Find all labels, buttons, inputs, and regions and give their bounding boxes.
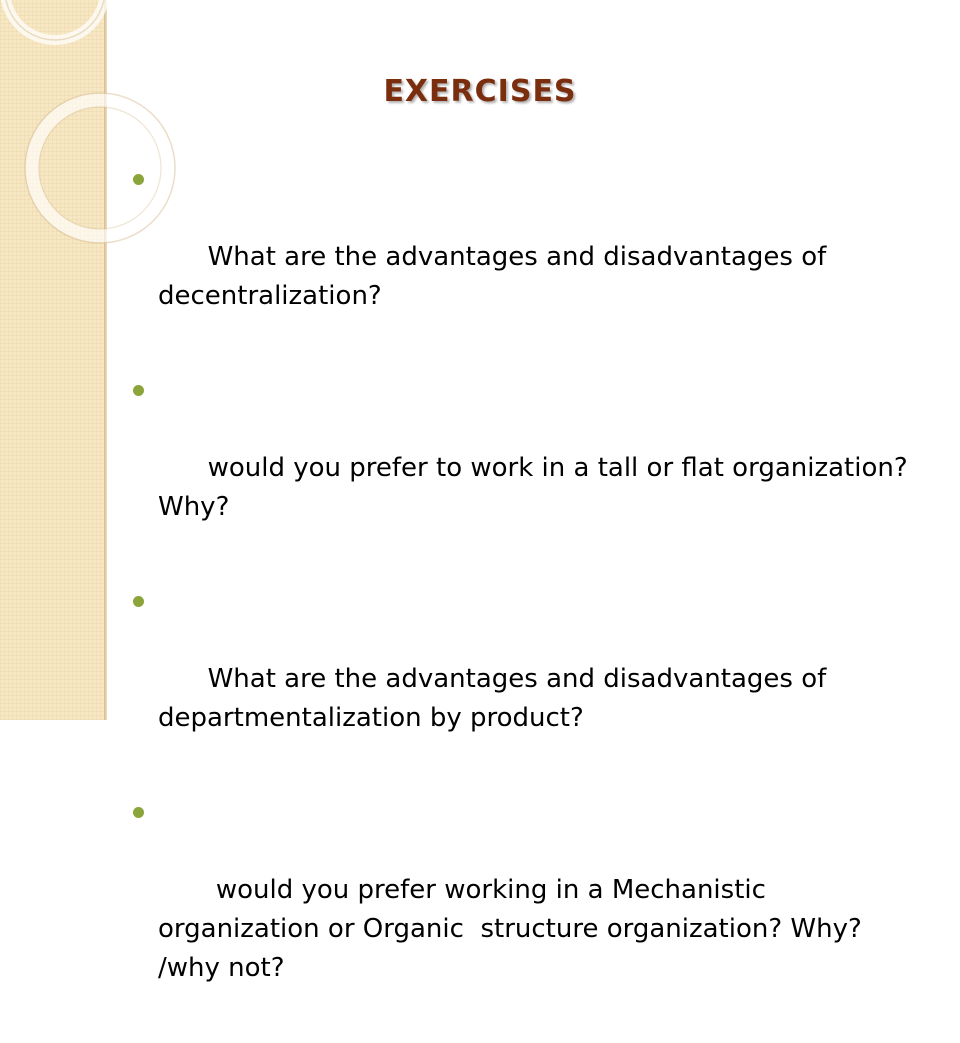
bullet-list <box>130 160 930 1043</box>
bullet-item <box>130 160 930 355</box>
bullet-dot-icon <box>133 596 144 607</box>
bullet-item <box>130 371 930 566</box>
bullet-text: What are the advantages and disadvantages of departmentalization by product? <box>158 664 835 733</box>
bullet-dot-icon <box>133 807 144 818</box>
slide-title: EXERCISES <box>383 74 577 109</box>
bullet-dot-icon <box>133 385 144 396</box>
bullet-text: would you prefer to work in a tall or flat organization? Why? <box>158 453 916 522</box>
bullet-dot-icon <box>133 174 144 185</box>
bullet-item <box>130 582 930 777</box>
bullet-item <box>130 793 930 1027</box>
bullet-text: would you prefer working in a Mechanistic organization or Organic structure organization? Why? /why not? <box>158 875 871 983</box>
bullet-text: What are the advantages and disadvantages of decentralization? <box>158 242 835 311</box>
